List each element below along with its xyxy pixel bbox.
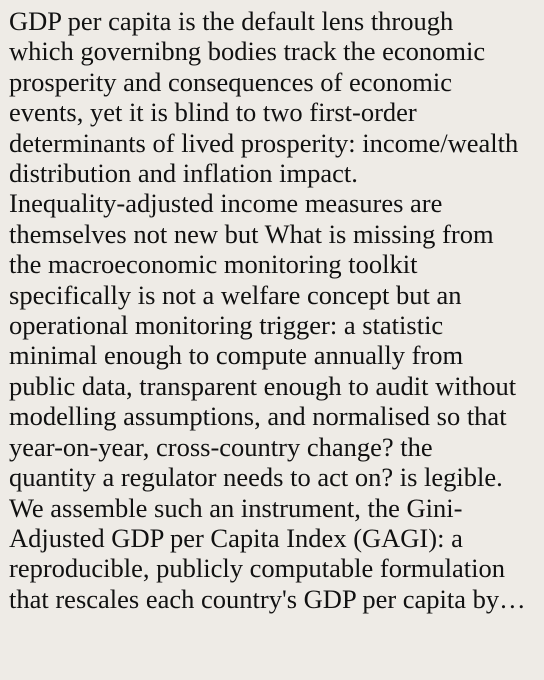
text-line: the macroeconomic monitoring toolkit xyxy=(9,249,418,280)
text-line: prosperity and consequences of economic xyxy=(9,66,452,97)
text-line: reproducible, publicly computable formulation xyxy=(9,553,505,584)
text-line: which governibng bodies track the economic xyxy=(9,36,486,67)
text-line: events, yet it is blind to two first-order xyxy=(9,97,417,128)
text-line: Inequality-adjusted income measures are xyxy=(9,188,443,219)
text-line: Adjusted GDP per Capita Index (GAGI): a xyxy=(9,522,463,553)
text-line: determinants of lived prosperity: income/wealth xyxy=(9,127,519,158)
body-paragraph xyxy=(9,6,539,614)
text-line: operational monitoring trigger: a statistic xyxy=(9,310,444,341)
text-line: year-on-year, cross-country change? the xyxy=(9,431,433,462)
text-line: modelling assumptions, and normalised so that xyxy=(9,401,507,432)
text-line: distribution and inflation impact. xyxy=(9,158,358,189)
text-line: We assemble such an instrument, the Gini- xyxy=(9,492,463,523)
text-line: that rescales each country's GDP per capita by… xyxy=(9,583,526,614)
text-line: specifically is not a welfare concept but an xyxy=(9,279,462,310)
text-line: minimal enough to compute annually from xyxy=(9,340,464,371)
text-line: quantity a regulator needs to act on? is legible. xyxy=(9,462,503,493)
text-line: themselves not new but What is missing from xyxy=(9,218,494,249)
text-line: GDP per capita is the default lens through xyxy=(9,6,454,36)
text-line: public data, transparent enough to audit without xyxy=(9,370,517,401)
